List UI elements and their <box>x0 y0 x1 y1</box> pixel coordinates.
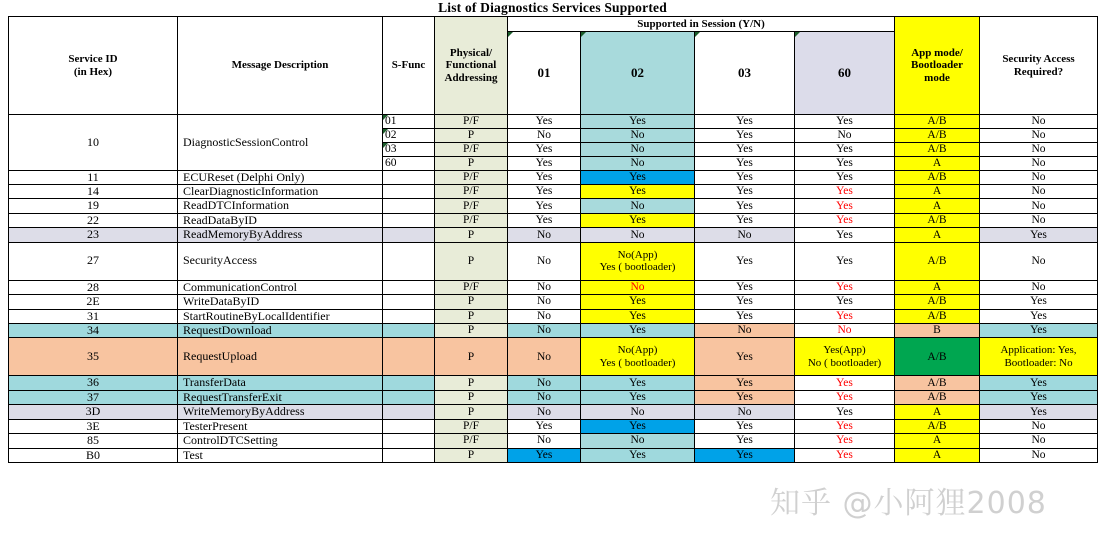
cell-session-02: Yes <box>581 419 695 433</box>
cell-session-03: Yes <box>695 184 795 198</box>
table-row <box>9 115 1098 129</box>
cell-session-02-line2: Yes ( bootloader) <box>599 261 676 274</box>
cell-app-mode: A/B <box>895 309 980 323</box>
cell-session-60: Yes <box>795 390 895 404</box>
cell-session-60: No <box>795 324 895 338</box>
cell-addressing: P <box>435 324 508 338</box>
cell-security: No <box>980 170 1098 184</box>
cell-message-description: StartRoutineByLocalIdentifier <box>178 309 383 323</box>
cell-session-60: Yes <box>795 448 895 462</box>
cell-app-mode: A <box>895 184 980 198</box>
header-security-line2: Required? <box>1013 65 1064 78</box>
cell-session-03: Yes <box>695 280 795 294</box>
cell-session-02: Yes <box>581 170 695 184</box>
cell-addressing: P/F <box>435 280 508 294</box>
cell-session-01: No <box>508 376 581 390</box>
table-row <box>9 309 1098 323</box>
cell-addressing: P/F <box>435 170 508 184</box>
cell-session-03: Yes <box>695 170 795 184</box>
cell-service-id: B0 <box>9 448 178 462</box>
cell-s-func <box>383 376 435 390</box>
cell-session-01: No <box>508 405 581 419</box>
cell-app-mode: A/B <box>895 142 980 156</box>
cell-session-03: Yes <box>695 213 795 227</box>
cell-security: Yes <box>980 309 1098 323</box>
cell-s-func <box>383 419 435 433</box>
cell-session-02: No <box>581 142 695 156</box>
cell-security: No <box>980 242 1098 280</box>
cell-service-id: 22 <box>9 213 178 227</box>
cell-security: Yes <box>980 228 1098 242</box>
cell-security: No <box>980 199 1098 213</box>
cell-s-func <box>383 184 435 198</box>
cell-session-01: No <box>508 242 581 280</box>
cell-message-description: ReadDTCInformation <box>178 199 383 213</box>
cell-session-01: No <box>508 338 581 376</box>
cell-message-description: ClearDiagnosticInformation <box>178 184 383 198</box>
table-row <box>9 338 1098 376</box>
cell-session-02: Yes <box>581 448 695 462</box>
cell-app-mode: A/B <box>895 115 980 129</box>
cell-session-02-line1: No(App) <box>617 344 658 357</box>
cell-session-03: Yes <box>695 419 795 433</box>
cell-app-mode: A <box>895 434 980 448</box>
table-row <box>9 184 1098 198</box>
cell-addressing: P/F <box>435 419 508 433</box>
cell-service-id: 3D <box>9 405 178 419</box>
cell-service-id: 85 <box>9 434 178 448</box>
cell-s-func: 02 <box>383 128 435 142</box>
cell-message-description: ReadDataByID <box>178 213 383 227</box>
cell-s-func <box>383 199 435 213</box>
cell-app-mode: A <box>895 156 980 170</box>
header-supported-in-session: Supported in Session (Y/N) <box>508 17 895 32</box>
cell-session-01: No <box>508 280 581 294</box>
cell-session-01: No <box>508 434 581 448</box>
cell-session-03: Yes <box>695 142 795 156</box>
cell-session-60-line2: No ( bootloader) <box>807 356 882 369</box>
cell-message-description: TesterPresent <box>178 419 383 433</box>
header-session-02: 02 <box>581 32 695 115</box>
cell-session-03: Yes <box>695 390 795 404</box>
cell-session-02: No <box>581 280 695 294</box>
cell-session-60: Yes <box>795 295 895 309</box>
group-header-row <box>9 17 1098 32</box>
cell-service-id: 2E <box>9 295 178 309</box>
cell-session-60 <box>795 338 895 376</box>
cell-app-mode: A/B <box>895 213 980 227</box>
cell-session-03: Yes <box>695 376 795 390</box>
cell-session-02: Yes <box>581 115 695 129</box>
header-session-03: 03 <box>695 32 795 115</box>
cell-security: No <box>980 434 1098 448</box>
cell-service-id: 28 <box>9 280 178 294</box>
table-row <box>9 199 1098 213</box>
cell-session-60: Yes <box>795 242 895 280</box>
cell-message-description: ECUReset (Delphi Only) <box>178 170 383 184</box>
table-row <box>9 280 1098 294</box>
cell-session-60: Yes <box>795 434 895 448</box>
cell-app-mode: A/B <box>895 419 980 433</box>
cell-session-01: Yes <box>508 448 581 462</box>
cell-s-func <box>383 338 435 376</box>
cell-security: No <box>980 128 1098 142</box>
cell-security-line1: Application: Yes, <box>1000 344 1077 357</box>
cell-session-03: Yes <box>695 434 795 448</box>
cell-session-02: No <box>581 199 695 213</box>
header-service-id <box>9 17 178 115</box>
cell-app-mode: B <box>895 324 980 338</box>
cell-session-01: Yes <box>508 115 581 129</box>
cell-session-02-line1: No(App) <box>617 248 658 261</box>
cell-session-02: No <box>581 228 695 242</box>
cell-session-02: Yes <box>581 376 695 390</box>
cell-security: Yes <box>980 390 1098 404</box>
cell-session-01: No <box>508 324 581 338</box>
cell-message-description: Test <box>178 448 383 462</box>
cell-message-description: WriteMemoryByAddress <box>178 405 383 419</box>
cell-session-02: No <box>581 405 695 419</box>
cell-session-60: Yes <box>795 419 895 433</box>
cell-addressing: P/F <box>435 184 508 198</box>
cell-session-60: Yes <box>795 156 895 170</box>
cell-session-03: Yes <box>695 309 795 323</box>
cell-session-60-line1: Yes(App) <box>823 344 866 357</box>
cell-app-mode: A/B <box>895 376 980 390</box>
header-app-mode-line1: App mode/ <box>911 47 963 60</box>
cell-session-03: Yes <box>695 199 795 213</box>
cell-addressing: P/F <box>435 199 508 213</box>
cell-app-mode: A/B <box>895 338 980 376</box>
cell-addressing: P <box>435 338 508 376</box>
header-service-id-line2: (in Hex) <box>73 65 113 78</box>
cell-session-01: Yes <box>508 419 581 433</box>
cell-s-func <box>383 170 435 184</box>
cell-s-func <box>383 309 435 323</box>
cell-service-id: 23 <box>9 228 178 242</box>
cell-session-02: Yes <box>581 324 695 338</box>
cell-message-description: SecurityAccess <box>178 242 383 280</box>
cell-addressing: P <box>435 448 508 462</box>
cell-s-func <box>383 434 435 448</box>
cell-session-60: Yes <box>795 213 895 227</box>
cell-session-03: Yes <box>695 448 795 462</box>
cell-session-60: Yes <box>795 228 895 242</box>
header-app-mode <box>895 17 980 115</box>
header-message-description: Message Description <box>178 17 383 115</box>
header-app-mode-line2: Bootloader <box>911 59 963 72</box>
cell-app-mode: A/B <box>895 295 980 309</box>
header-addressing <box>435 17 508 115</box>
cell-session-01: Yes <box>508 199 581 213</box>
cell-app-mode: A <box>895 448 980 462</box>
table-row <box>9 228 1098 242</box>
cell-session-60: Yes <box>795 115 895 129</box>
cell-app-mode: A <box>895 280 980 294</box>
table-row <box>9 242 1098 280</box>
cell-s-func <box>383 213 435 227</box>
cell-security: No <box>980 280 1098 294</box>
cell-session-02: Yes <box>581 390 695 404</box>
cell-addressing: P <box>435 405 508 419</box>
cell-security: Yes <box>980 324 1098 338</box>
cell-addressing: P <box>435 376 508 390</box>
cell-security-line2: Bootloader: No <box>1004 356 1073 369</box>
header-addressing-line2: Functional <box>445 59 497 72</box>
cell-security: No <box>980 142 1098 156</box>
cell-s-func <box>383 280 435 294</box>
cell-addressing: P <box>435 309 508 323</box>
header-app-mode-line3: mode <box>924 71 950 84</box>
diagnostics-services-table <box>8 16 1098 463</box>
cell-session-01: Yes <box>508 156 581 170</box>
cell-app-mode: A <box>895 199 980 213</box>
cell-session-02: Yes <box>581 295 695 309</box>
cell-service-id: 3E <box>9 419 178 433</box>
cell-app-mode: A <box>895 405 980 419</box>
cell-app-mode: A/B <box>895 128 980 142</box>
cell-addressing: P/F <box>435 142 508 156</box>
cell-addressing: P <box>435 295 508 309</box>
cell-service-id: 27 <box>9 242 178 280</box>
cell-service-id: 11 <box>9 170 178 184</box>
cell-session-02: Yes <box>581 184 695 198</box>
cell-session-01: Yes <box>508 213 581 227</box>
cell-session-01: Yes <box>508 170 581 184</box>
cell-service-id: 37 <box>9 390 178 404</box>
cell-app-mode: A/B <box>895 242 980 280</box>
cell-message-description: WriteDataByID <box>178 295 383 309</box>
cell-session-03: Yes <box>695 156 795 170</box>
cell-security: No <box>980 115 1098 129</box>
cell-s-func <box>383 324 435 338</box>
cell-s-func: 60 <box>383 156 435 170</box>
cell-service-id: 19 <box>9 199 178 213</box>
cell-security: No <box>980 419 1098 433</box>
cell-session-60: No <box>795 128 895 142</box>
cell-addressing: P <box>435 228 508 242</box>
table-row <box>9 324 1098 338</box>
cell-session-01: No <box>508 128 581 142</box>
cell-session-60: Yes <box>795 142 895 156</box>
cell-addressing: P/F <box>435 213 508 227</box>
cell-s-func: 03 <box>383 142 435 156</box>
cell-s-func <box>383 390 435 404</box>
cell-session-02: No <box>581 434 695 448</box>
cell-session-02 <box>581 242 695 280</box>
cell-session-03: Yes <box>695 242 795 280</box>
cell-s-func <box>383 228 435 242</box>
cell-service-id: 14 <box>9 184 178 198</box>
cell-security: No <box>980 448 1098 462</box>
table-row <box>9 419 1098 433</box>
cell-message-description: RequestUpload <box>178 338 383 376</box>
header-addressing-line1: Physical/ <box>449 47 493 60</box>
cell-message-description: CommunicationControl <box>178 280 383 294</box>
header-s-func: S-Func <box>383 17 435 115</box>
cell-session-03: Yes <box>695 295 795 309</box>
cell-session-60: Yes <box>795 184 895 198</box>
cell-message-description: ControlDTCSetting <box>178 434 383 448</box>
cell-addressing: P/F <box>435 434 508 448</box>
cell-security: No <box>980 156 1098 170</box>
cell-addressing: P <box>435 128 508 142</box>
cell-message-description: RequestDownload <box>178 324 383 338</box>
cell-session-01: Yes <box>508 184 581 198</box>
table-row <box>9 295 1098 309</box>
table-row <box>9 405 1098 419</box>
cell-session-60: Yes <box>795 170 895 184</box>
cell-s-func <box>383 242 435 280</box>
cell-addressing: P/F <box>435 115 508 129</box>
cell-session-60: Yes <box>795 199 895 213</box>
cell-message-description: RequestTransferExit <box>178 390 383 404</box>
header-session-60: 60 <box>795 32 895 115</box>
cell-addressing: P <box>435 242 508 280</box>
cell-addressing: P <box>435 156 508 170</box>
cell-session-03: No <box>695 405 795 419</box>
cell-session-03: Yes <box>695 115 795 129</box>
cell-session-01: Yes <box>508 142 581 156</box>
cell-session-01: No <box>508 228 581 242</box>
table-row <box>9 448 1098 462</box>
cell-session-01: No <box>508 390 581 404</box>
cell-session-03: No <box>695 324 795 338</box>
table-row <box>9 376 1098 390</box>
header-service-id-line1: Service ID <box>68 53 118 66</box>
table-row <box>9 390 1098 404</box>
cell-security: Yes <box>980 376 1098 390</box>
cell-security: No <box>980 184 1098 198</box>
cell-security: No <box>980 213 1098 227</box>
table-row <box>9 170 1098 184</box>
cell-message-description: ReadMemoryByAddress <box>178 228 383 242</box>
cell-session-02: Yes <box>581 309 695 323</box>
cell-app-mode: A/B <box>895 390 980 404</box>
cell-service-id: 36 <box>9 376 178 390</box>
table-row <box>9 434 1098 448</box>
page-title: List of Diagnostics Services Supported <box>438 0 667 15</box>
cell-service-id: 10 <box>9 115 178 171</box>
cell-app-mode: A/B <box>895 170 980 184</box>
cell-s-func <box>383 448 435 462</box>
cell-session-03: Yes <box>695 128 795 142</box>
cell-session-01: No <box>508 309 581 323</box>
cell-session-03: Yes <box>695 338 795 376</box>
cell-s-func: 01 <box>383 115 435 129</box>
cell-session-02 <box>581 338 695 376</box>
cell-session-02: No <box>581 156 695 170</box>
cell-service-id: 31 <box>9 309 178 323</box>
cell-session-60: Yes <box>795 309 895 323</box>
cell-security <box>980 338 1098 376</box>
cell-session-02: Yes <box>581 213 695 227</box>
header-addressing-line3: Addressing <box>444 71 498 84</box>
cell-message-description: TransferData <box>178 376 383 390</box>
cell-app-mode: A <box>895 228 980 242</box>
header-session-01: 01 <box>508 32 581 115</box>
table-row <box>9 213 1098 227</box>
cell-s-func <box>383 405 435 419</box>
header-security-line1: Security Access <box>1002 53 1075 66</box>
cell-s-func <box>383 295 435 309</box>
cell-service-id: 34 <box>9 324 178 338</box>
watermark: 知乎 @小阿狸2008 <box>770 486 1047 521</box>
cell-session-02-line2: Yes ( bootloader) <box>599 356 676 369</box>
cell-session-01: No <box>508 295 581 309</box>
cell-security: Yes <box>980 295 1098 309</box>
cell-session-60: Yes <box>795 405 895 419</box>
cell-session-02: No <box>581 128 695 142</box>
cell-security: Yes <box>980 405 1098 419</box>
cell-session-60: Yes <box>795 376 895 390</box>
cell-service-id: 35 <box>9 338 178 376</box>
header-security-access <box>980 17 1098 115</box>
cell-session-60: Yes <box>795 280 895 294</box>
cell-message-description: DiagnosticSessionControl <box>178 115 383 171</box>
cell-session-03: No <box>695 228 795 242</box>
cell-addressing: P <box>435 390 508 404</box>
